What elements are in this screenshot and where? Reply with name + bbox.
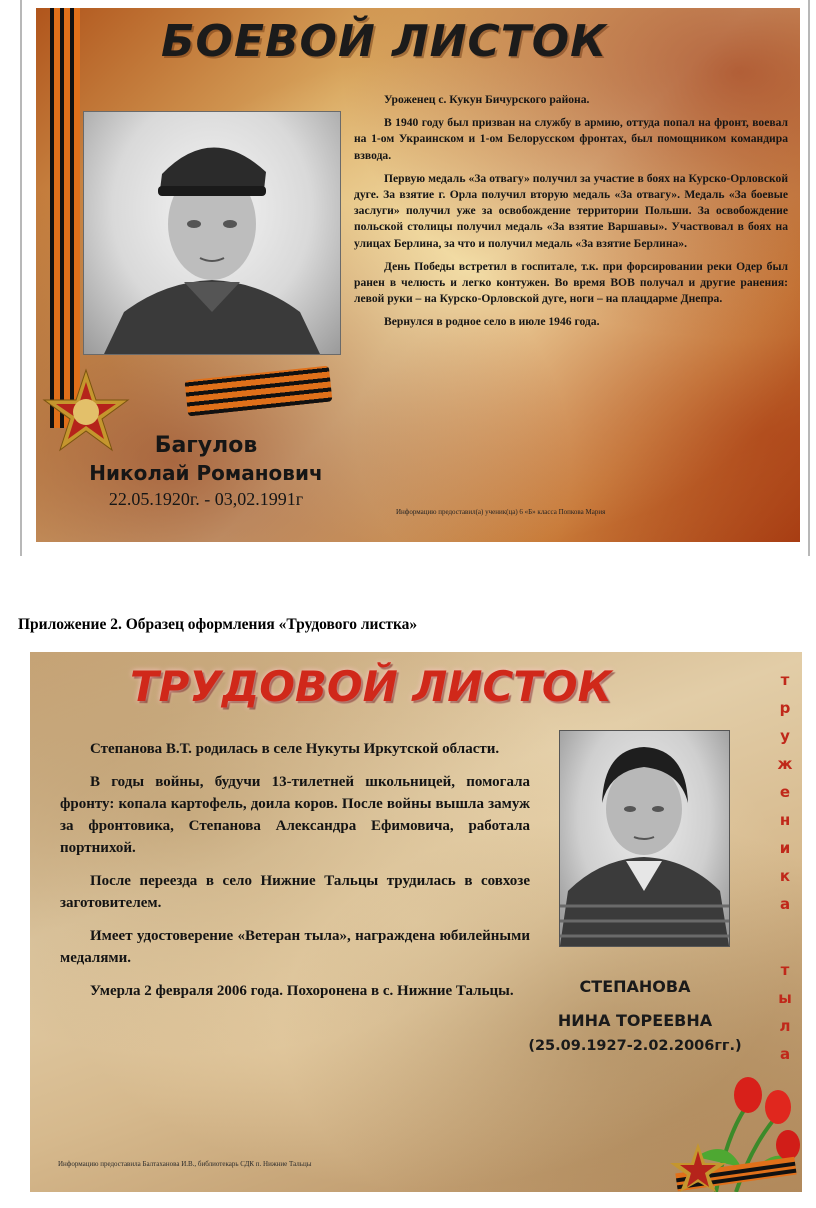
vertical-letter: р	[779, 699, 791, 717]
tulips-and-star-icon	[656, 1047, 802, 1192]
poster1-given-names: Николай Романович	[89, 461, 323, 485]
poster1-biography	[354, 92, 788, 338]
vertical-gap	[774, 918, 796, 956]
vertical-letter: и	[779, 839, 791, 857]
poster2-dates: (25.09.1927-2.02.2006гг.)	[528, 1038, 742, 1054]
woman-portrait-photo	[559, 730, 730, 947]
st-george-ribbon-vertical	[50, 8, 80, 428]
poster2-given-names: НИНА ТОРЕЕВНА	[557, 1011, 713, 1030]
vertical-letter: к	[779, 867, 791, 885]
poster1-paragraph: Первую медаль «За отвагу» получил за участие в боях на Курско-Орловской дуге. За взятие г. Орла получил вторую медаль «За отвагу». Медаль «За боевые заслуги» получил уже за освобождение территории Польши. За освобождение польской столицы получил медаль «За взятие Варшавы». Участвовал в боях на улицах Берлина, за что и получил медаль «За взятие Берлина».	[354, 171, 788, 250]
vertical-letter: а	[779, 895, 791, 913]
poster1-surname: Багулов	[154, 433, 258, 458]
poster1-paragraph: В 1940 году был призван на службу в армию, оттуда попал на фронт, воевал на 1-ом Украинском и 1-ом Белорусском фронтах, был помощником командира взвода.	[354, 116, 788, 162]
poster1-title: БОЕВОЙ ЛИСТОК	[161, 16, 608, 67]
vertical-letter: т	[780, 671, 790, 689]
poster1-name-block	[66, 433, 346, 511]
poster1-paragraph: Уроженец с. Кукун Бичурского района.	[384, 93, 590, 106]
poster1-paragraph: Вернулся в родное село в июле 1946 года.	[384, 315, 600, 329]
vertical-letter: н	[779, 811, 791, 829]
poster2-title: ТРУДОВОЙ ЛИСТОК	[130, 662, 612, 711]
vertical-letter: у	[780, 727, 790, 745]
vertical-letter: а	[779, 1045, 791, 1063]
vertical-letter: е	[779, 783, 791, 801]
vertical-letter: л	[779, 1017, 791, 1035]
vertical-letter: ы	[778, 989, 792, 1007]
poster2-paragraph: Имеет удостоверение «Ветеран тыла», награждена юбилейными медалями.	[60, 928, 530, 966]
combat-leaflet-poster	[36, 8, 800, 542]
poster2-paragraph: После переезда в село Нижние Тальцы трудилась в совхозе заготовителем.	[60, 873, 530, 911]
poster1-credit: Информацию предоставил(а) ученик(ца) 6 «Б» класса Попкова Мария	[396, 508, 606, 516]
poster1-paragraph: День Победы встретил в госпитале, т.к. при форсировании реки Одер был ранен в челюсть и легко контужен. Во время ВОВ получал и другие ранения: левой руки – на Курско-Орловской дуге, ноги – на плацдарме Днепра.	[354, 259, 788, 306]
poster2-paragraph: Умерла 2 февраля 2006 года. Похоронена в с. Нижние Тальцы.	[90, 983, 514, 999]
soldier-portrait-photo	[83, 111, 341, 355]
woman-portrait-icon	[560, 731, 729, 946]
soldier-portrait-icon	[84, 112, 340, 354]
poster2-name-block	[500, 976, 770, 1056]
appendix-caption: Приложение 2. Образец оформления «Трудового листка»	[18, 616, 418, 633]
vertical-letter: ж	[777, 755, 793, 773]
poster2-credit: Информацию предоставила Балтаханова И.В., библиотекарь СДК п. Нижние Тальцы	[58, 1160, 312, 1168]
labor-leaflet-poster	[30, 652, 802, 1192]
poster2-biography	[60, 738, 530, 1013]
vertical-letter: т	[780, 961, 790, 979]
poster2-paragraph: Степанова В.Т. родилась в селе Нукуты Иркутской области.	[90, 741, 500, 757]
poster1-dates: 22.05.1920г. - 03,02.1991г	[108, 489, 304, 509]
st-george-ribbon-horizontal	[185, 366, 333, 417]
poster2-surname: СТЕПАНОВА	[579, 977, 691, 996]
poster2-paragraph: В годы войны, будучи 13-тилетней школьницей, помогала фронту: копала картофель, доила коров. После войны вышла замуж за фронтовика, Степанова Александра Ефимовича, работала портнихой.	[60, 774, 530, 856]
poster2-vertical-label	[774, 666, 796, 1066]
